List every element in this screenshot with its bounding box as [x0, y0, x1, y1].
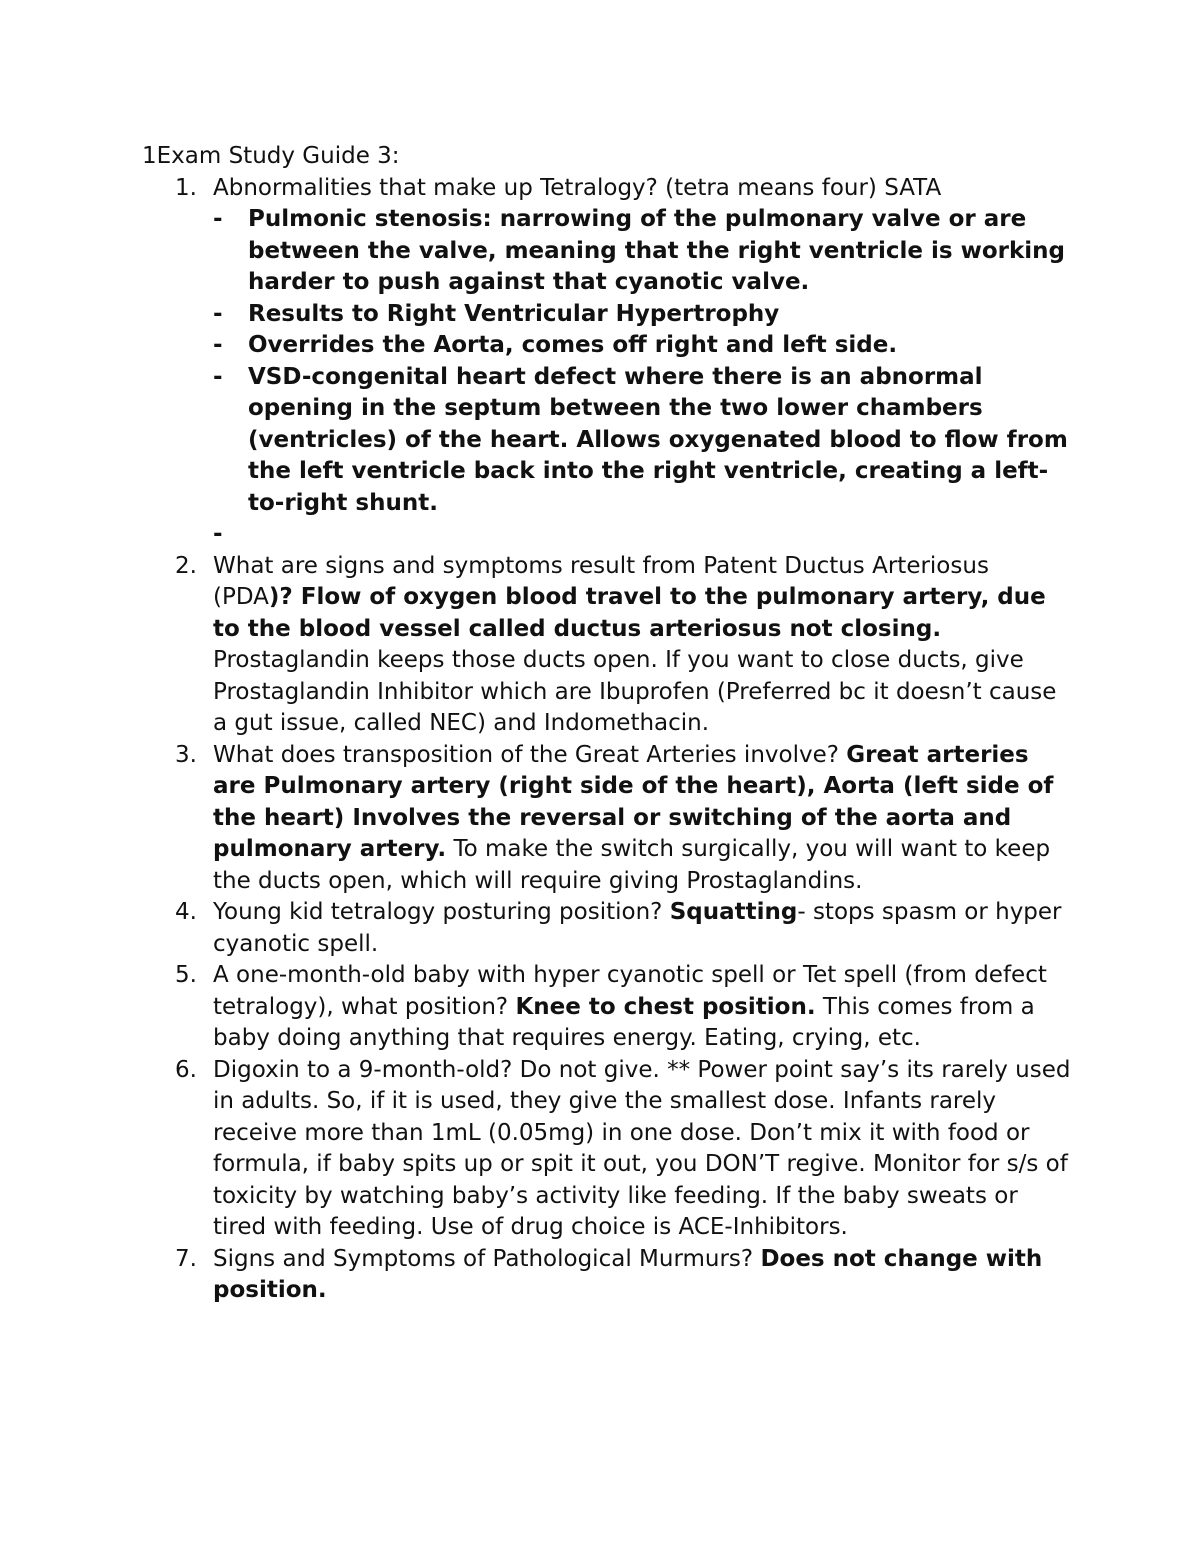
dash-bullet-icon: -: [213, 521, 223, 547]
text-segment: Digoxin to a 9-month-old? Do not give. ** Power point say’s its rarely used in adults. So, if it is used, they give the smallest dose. Infants rarely receive more than 1mL (0.05mg) in one dose. Don’t mix it with food or formula, if baby spits up or spit it out, you DON’T regive. Monitor for s/s of toxicity by watching baby’s activity like feeding. If the baby sweats or tired with feeding. Use of drug choice is ACE-Inhibitors.: [213, 1056, 1071, 1240]
answer-text: Great arteries are Pulmonary artery (right side of the heart), Aorta (left side of the heart) Involves the reversal or switching of the aorta and pulmonary artery.: [213, 741, 1054, 862]
question-text: [213, 740, 1072, 898]
question-item: [142, 960, 1072, 1055]
answer-bullet: [213, 204, 1072, 299]
document-page: [142, 141, 1072, 1307]
text-segment: What are signs and symptoms result from Patent Ductus Arteriosus (PDA: [213, 552, 989, 610]
question-item: [142, 1244, 1072, 1307]
answer-text: Squatting: [669, 899, 798, 925]
answer-bullet-list: [213, 204, 1072, 551]
dash-bullet-icon: -: [213, 300, 223, 327]
text-segment: Signs and Symptoms of Pathological Murmurs?: [213, 1245, 761, 1272]
question-text: [213, 1244, 1072, 1307]
question-item: [142, 173, 1072, 551]
answer-bullet: [213, 330, 1072, 362]
question-list: [142, 173, 1072, 1307]
answer-text: Knee to chest position.: [515, 993, 816, 1020]
question-number: 5.: [175, 962, 197, 988]
text-segment: Young kid tetralogy posturing position?: [213, 899, 670, 925]
dash-bullet-icon: -: [213, 363, 223, 390]
question-text: [213, 551, 1072, 740]
text-segment: To make the switch surgically, you will want to keep the ducts open, which will require giving Prostaglandins.: [213, 836, 1051, 894]
question-number: 2.: [175, 552, 197, 579]
question-item: [142, 551, 1072, 740]
question-number: 4.: [175, 899, 197, 925]
question-number: 6.: [175, 1056, 197, 1083]
question-text: [213, 897, 1072, 960]
answer-bullet: [213, 362, 1072, 520]
text-segment: Abnormalities that make up Tetralogy? (tetra means four) SATA: [213, 174, 942, 201]
answer-bullet-text: VSD-congenital heart defect where there is an abnormal opening in the septum between the two lower chambers (ventricles) of the heart. Allows oxygenated blood to flow from the left ventricle back into the right ventricle, creating a left-to-right shunt.: [248, 363, 1068, 516]
answer-bullet: [213, 299, 1072, 331]
dash-bullet-icon: -: [213, 332, 223, 358]
answer-text: Does not change with position.: [213, 1245, 1043, 1303]
answer-bullet-text: Results to Right Ventricular Hypertrophy: [248, 300, 780, 327]
question-number: 7.: [175, 1245, 197, 1272]
answer-bullet: [213, 519, 1072, 551]
text-segment: - stops spasm or hyper cyanotic spell.: [213, 899, 1062, 957]
question-text: [213, 1055, 1072, 1244]
text-segment: Prostaglandin keeps those ducts open. If you want to close ducts, give Prostaglandin Inhibitor which are Ibuprofen (Preferred bc it doesn’t cause a gut issue, called NEC) and Indomethacin.: [213, 647, 1057, 736]
question-text: [213, 960, 1072, 1055]
answer-text: )? Flow of oxygen blood travel to the pulmonary artery, due to the blood vessel called ductus arteriosus not closing.: [213, 584, 1046, 642]
answer-bullet-text: Pulmonic stenosis: narrowing of the pulmonary valve or are between the valve, meaning that the right ventricle is working harder to push against that cyanotic valve.: [248, 206, 1066, 295]
question-item: [142, 1055, 1072, 1244]
text-segment: What does transposition of the Great Arteries involve?: [213, 741, 847, 768]
text-segment: This comes from a baby doing anything that requires energy. Eating, crying, etc.: [213, 993, 1035, 1051]
answer-bullet-text: Overrides the Aorta, comes off right and left side.: [248, 332, 898, 358]
question-text: [213, 173, 1072, 205]
question-item: [142, 897, 1072, 960]
question-number: 3.: [175, 741, 197, 768]
dash-bullet-icon: -: [213, 206, 223, 232]
question-item: [142, 740, 1072, 898]
question-number: 1.: [175, 174, 197, 201]
text-segment: A one-month-old baby with hyper cyanotic spell or Tet spell (from defect tetralogy), what position?: [213, 962, 1047, 1020]
document-title: 1Exam Study Guide 3:: [142, 143, 400, 169]
